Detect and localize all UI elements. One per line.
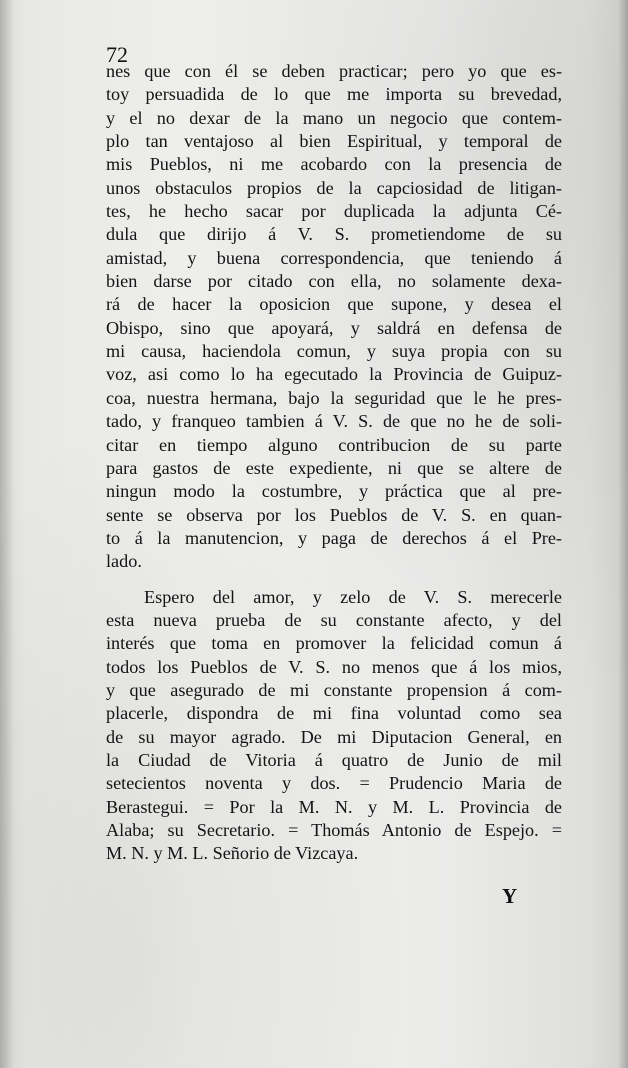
- text-line: plo tan ventajoso al bien Espiritual, y temporal de: [106, 131, 562, 152]
- text-line: sente se observa por los Pueblos de V. S. en quan-: [106, 504, 562, 525]
- text-line: todos los Pueblos de V. S. no menos que á los mios,: [106, 656, 562, 677]
- text-line: tado, y franqueo tambien á V. S. de que no he de soli-: [106, 411, 562, 432]
- text-line: voz, asi como lo ha egecutado la Provincia de Guipuz-: [106, 364, 562, 385]
- text-line: mi causa, haciendola comun, y suya propia con su: [106, 341, 562, 362]
- text-line: y que asegurado de mi constante propension á com-: [106, 679, 562, 700]
- text-line: citar en tiempo alguno contribucion de su parte: [106, 434, 562, 455]
- text-line: mis Pueblos, ni me acobardo con la presencia de: [106, 154, 562, 175]
- text-line: toy persuadida de lo que me importa su brevedad,: [106, 84, 562, 105]
- catchword: Y: [502, 884, 518, 908]
- text-line: M. N. y M. L. Señorio de Vizcaya.: [106, 843, 359, 864]
- text-line: nes que con él se deben practicar; pero yo que es-: [106, 61, 562, 81]
- body-text: [106, 60, 562, 866]
- text-line: tes, he hecho sacar por duplicada la adjunta Cé-: [106, 201, 562, 222]
- text-line: rá de hacer la oposicion que supone, y desea el: [106, 294, 562, 315]
- text-line: unos obstaculos propios de la capciosidad de litigan-: [106, 177, 562, 198]
- text-line: setecientos noventa y dos. = Prudencio Maria de: [106, 773, 562, 794]
- text-line: amistad, y buena correspondencia, que teniendo á: [106, 247, 562, 268]
- text-line: Espero del amor, y zelo de V. S. merecerle: [144, 586, 562, 607]
- text-line: esta nueva prueba de su constante afecto, y del: [106, 609, 562, 630]
- page-number: 72: [106, 42, 128, 67]
- text-line: ningun modo la costumbre, y práctica que al pre-: [106, 481, 562, 502]
- text-line: y el no dexar de la mano un negocio que contem-: [106, 107, 562, 128]
- paragraph-2: [106, 586, 562, 866]
- text-line: coa, nuestra hermana, bajo la seguridad que le he pres-: [106, 387, 562, 408]
- page-edge-shadow: [618, 0, 628, 1068]
- paragraph-gap: [106, 574, 562, 586]
- text-line: Berastegui. = Por la M. N. y M. L. Provincia de: [106, 796, 562, 817]
- text-line: bien darse por citado con ella, no solamente dexa-: [106, 271, 562, 292]
- text-line: interés que toma en promover la felicidad comun á: [106, 633, 562, 654]
- text-line: lado.: [106, 551, 142, 572]
- bleed-through-text: [170, 888, 490, 904]
- text-line: placerle, dispondra de mi fina voluntad como sea: [106, 703, 562, 724]
- text-line: Alaba; su Secretario. = Thomás Antonio de Espejo. =: [106, 820, 562, 840]
- text-line: dula que dirijo á V. S. prometiendome de su: [106, 224, 562, 245]
- text-line: para gastos de este expediente, ni que se altere de: [106, 457, 562, 478]
- binding-shadow: [0, 0, 14, 1068]
- text-line: de su mayor agrado. De mi Diputacion General, en: [106, 726, 562, 747]
- paragraph-1: [106, 60, 562, 574]
- text-line: Obispo, sino que apoyará, y saldrá en defensa de: [106, 317, 562, 338]
- text-line: to á la manutencion, y paga de derechos á el Pre-: [106, 527, 562, 548]
- text-line: la Ciudad de Vitoria á quatro de Junio de mil: [106, 749, 562, 770]
